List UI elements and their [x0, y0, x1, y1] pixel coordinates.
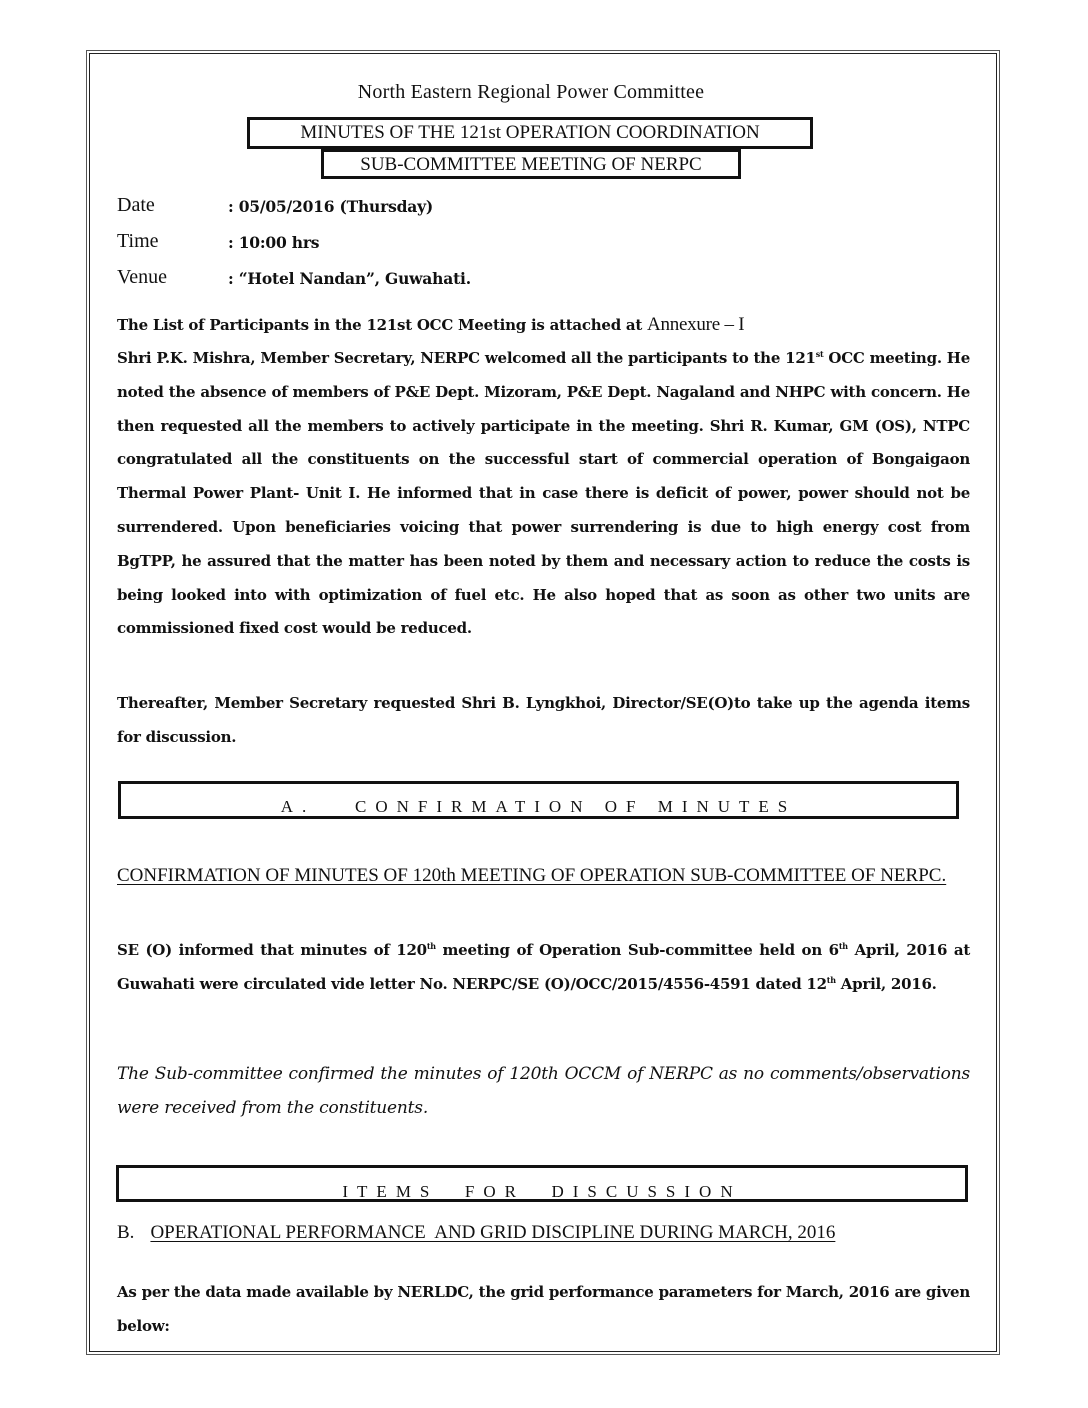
- section-a-title-box: [118, 781, 959, 819]
- section-a-body-text-3: April, 2016 at Guwahati were circulated vide letter No. NERPC/SE (O)/OCC/2015/4556-4591 dated 12: [117, 941, 970, 993]
- section-a-body: [117, 934, 970, 1002]
- opening-text-2: OCC meeting. He noted the absence of members of P&E Dept. Mizoram, P&E Dept. Nagaland and NHPC with concern. He then requested all the members to actively participate in the meeting. Shri R. Kumar, GM (OS), NTPC congratulated all the constituents on the successful start of commercial operation of Bongaigaon Thermal Power Plant- Unit I. He informed that in case there is deficit of power, power should not be surrendered. Upon beneficiaries voicing that power surrendering is due to high energy cost from BgTPP, he assured that the matter has been noted by them and necessary action to reduce the costs is being looked into with optimization of fuel etc. He also hoped that as soon as other two units are commissioned fixed cost would be reduced.: [117, 349, 970, 638]
- items-for-discussion-title: ITEMS FOR DISCUSSION: [342, 1182, 742, 1201]
- participants-note: [117, 308, 970, 343]
- section-b-intro: As per the data made available by NERLDC, the grid performance parameters for March, 2016 are given below:: [117, 1283, 970, 1335]
- annexure-reference: Annexure – I: [647, 314, 745, 335]
- section-a-decision: The Sub-committee confirmed the minutes of 120th OCCM of NERPC as no comments/observations were received from the constituents.: [117, 1064, 970, 1118]
- section-a-title: A. CONFIRMATION OF MINUTES: [280, 797, 797, 816]
- handover-paragraph: Thereafter, Member Secretary requested Shri B. Lyngkhoi, Director/SE(O)to take up the agenda items for discussion.: [117, 694, 970, 746]
- time-value: : 10:00 hrs: [228, 233, 320, 252]
- section-b-label: B.: [117, 1222, 135, 1243]
- section-a-subheading-text: CONFIRMATION OF MINUTES OF 120th MEETING OF OPERATION SUB-COMMITTEE OF NERPC.: [117, 865, 947, 886]
- section-a-body-text-2: meeting of Operation Sub-committee held on 6: [435, 941, 839, 959]
- section-a-subheading: [117, 860, 960, 892]
- document-title-line-2: SUB-COMMITTEE MEETING OF NERPC: [321, 149, 741, 179]
- ordinal-suffix: th: [838, 941, 848, 951]
- ordinal-suffix: th: [426, 941, 436, 951]
- section-b-heading: [117, 1222, 835, 1244]
- opening-paragraph: [117, 342, 970, 646]
- items-for-discussion-box: [116, 1165, 968, 1202]
- venue-label: Venue: [117, 266, 167, 288]
- organization-name: North Eastern Regional Power Committee: [357, 81, 705, 103]
- section-b-heading-text: OPERATIONAL PERFORMANCE AND GRID DISCIPLINE DURING MARCH, 2016: [150, 1222, 836, 1243]
- date-label: Date: [117, 194, 155, 216]
- time-label: Time: [117, 230, 159, 252]
- venue-value: : “Hotel Nandan”, Guwahati.: [228, 269, 471, 288]
- opening-text-1: Shri P.K. Mishra, Member Secretary, NERPC welcomed all the participants to the 121: [117, 349, 816, 367]
- participants-note-text: The List of Participants in the 121st OCC Meeting is attached at: [117, 316, 648, 334]
- section-a-body-text-1: SE (O) informed that minutes of 120: [117, 941, 427, 959]
- section-a-body-text-4: April, 2016.: [835, 974, 937, 993]
- document-title-line-1: MINUTES OF THE 121st OPERATION COORDINATION: [247, 117, 813, 149]
- date-value: : 05/05/2016 (Thursday): [228, 197, 434, 216]
- ordinal-suffix: st: [815, 349, 824, 359]
- ordinal-suffix: th: [826, 974, 836, 985]
